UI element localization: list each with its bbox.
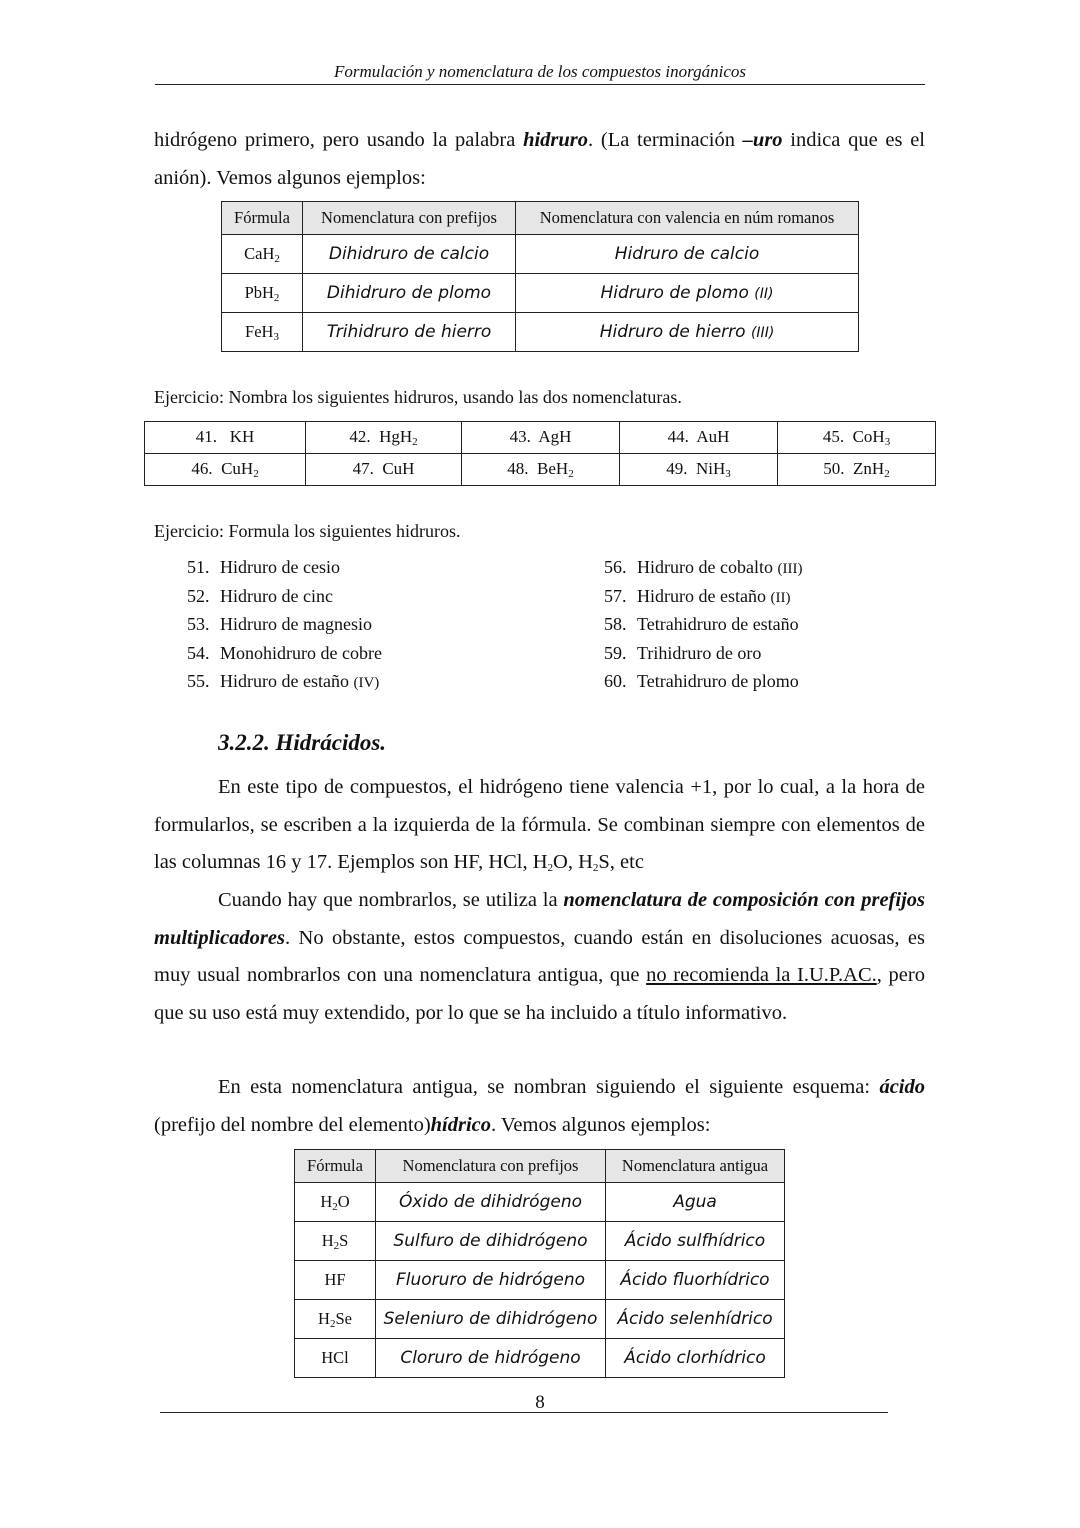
- table-row: FeH$_3$ Trihidruro de hierro Hidruro de hierro (III): [222, 313, 859, 352]
- list-item: 58. Tetrahidruro de estaño: [604, 614, 799, 634]
- exercise1-table: [144, 421, 936, 486]
- exercise1-title: Ejercicio: Nombra los siguientes hidruros, usando las dos nomenclaturas.: [154, 387, 682, 407]
- list-item: 59. Trihidruro de oro: [604, 642, 762, 663]
- running-header: Formulación y nomenclatura de los compuestos inorgánicos: [333, 62, 747, 81]
- table-row: 46. CuH$_2$ 47. CuH 48. BeH$_2$ 49. NiH$_3$ 50. ZnH$_2$: [145, 454, 936, 486]
- table-row: HF Fluoruro de hidrógeno Ácido fluorhídrico: [295, 1261, 785, 1300]
- table-header: Fórmula: [222, 202, 303, 235]
- list-item: 57. Hidruro de estaño (II): [604, 585, 791, 606]
- term-hidrico: hídrico: [430, 1113, 492, 1136]
- table-row: HCl Cloruro de hidrógeno Ácido clorhídrico: [295, 1339, 785, 1378]
- table-row: 41. KH 42. HgH$_2$ 43. AgH 44. AuH 45. CoH$_3$: [145, 422, 936, 454]
- table-header: Nomenclatura con prefijos: [376, 1150, 606, 1183]
- table-header: Nomenclatura con valencia en núm romanos: [516, 202, 859, 235]
- exercise2-list-left: [187, 554, 382, 697]
- section-paragraph-2: Cuando hay que nombrarlos, se utiliza la nomenclatura de composición con prefijos multiplicadores. No obstante, estos compuestos, cuando están en disoluciones acuosas, es muy usual nombrarlos con una nomenclatura antigua, que no recomienda la I.U.P.AC., pero que su uso está muy extendido, por lo que se ha incluido a título informativo.: [154, 889, 925, 1024]
- table-header: Nomenclatura con prefijos: [303, 202, 516, 235]
- section-heading: 3.2.2. Hidrácidos.: [218, 730, 387, 755]
- header-rule: [155, 84, 925, 85]
- term-uro: –uro: [742, 129, 783, 151]
- intro-paragraph: hidrógeno primero, pero usando la palabra hidruro. (La terminación –uro indica que es el anión). Vemos algunos ejemplos:: [154, 129, 925, 189]
- term-hidruro: hidruro: [523, 129, 589, 151]
- table-row: CaH$_2$ Dihidruro de calcio Hidruro de calcio: [222, 235, 859, 274]
- table-row: $H_2O$ Óxido de dihidrógeno Agua: [295, 1183, 785, 1222]
- page-number: 8: [535, 1392, 545, 1413]
- list-item: 52. Hidruro de cinc: [187, 585, 333, 606]
- footer-rule: [160, 1412, 888, 1413]
- term-acido: ácido: [879, 1076, 925, 1098]
- list-item: 56. Hidruro de cobalto (III): [604, 557, 803, 577]
- underlined-note: no recomienda la I.U.P.AC.: [646, 964, 877, 986]
- list-item: 55. Hidruro de estaño (IV): [187, 671, 380, 691]
- hydracid-examples-table: [294, 1149, 785, 1378]
- section-paragraph-1: En este tipo de compuestos, el hidrógeno tiene valencia +1, por lo cual, a la hora de formularlos, se escriben a la izquierda de la fórmula. Se combinan siempre con elementos de las columnas 16 y 17. Ejemplos son HF, HCl, $H_2O$, $H_2S$, etc: [154, 776, 925, 874]
- term-composition: nomenclatura de composición con prefijos multiplicadores: [154, 889, 925, 949]
- table-row: $H_2Se$ Seleniuro de dihidrógeno Ácido selenhídrico: [295, 1300, 785, 1339]
- table-row: $H_2S$ Sulfuro de dihidrógeno Ácido sulfhídrico: [295, 1222, 785, 1261]
- list-item: 54. Monohidruro de cobre: [187, 642, 382, 663]
- list-item: 60. Tetrahidruro de plomo: [604, 671, 799, 691]
- exercise2-title: Ejercicio: Formula los siguientes hidruros.: [154, 521, 461, 541]
- exercise2-list-right: [604, 554, 802, 697]
- list-item: 53. Hidruro de magnesio: [187, 614, 372, 634]
- table-header: Nomenclatura antigua: [606, 1150, 785, 1183]
- table-row: PbH$_2$ Dihidruro de plomo Hidruro de plomo (II): [222, 274, 859, 313]
- hydride-examples-table: [221, 201, 859, 352]
- section-paragraph-3: En esta nomenclatura antigua, se nombran siguiendo el siguiente esquema: ácido (prefijo del nombre del elemento)hídrico. Vemos algunos ejemplos:: [154, 1076, 925, 1136]
- table-header: Fórmula: [295, 1150, 376, 1183]
- list-item: 51. Hidruro de cesio: [187, 557, 340, 577]
